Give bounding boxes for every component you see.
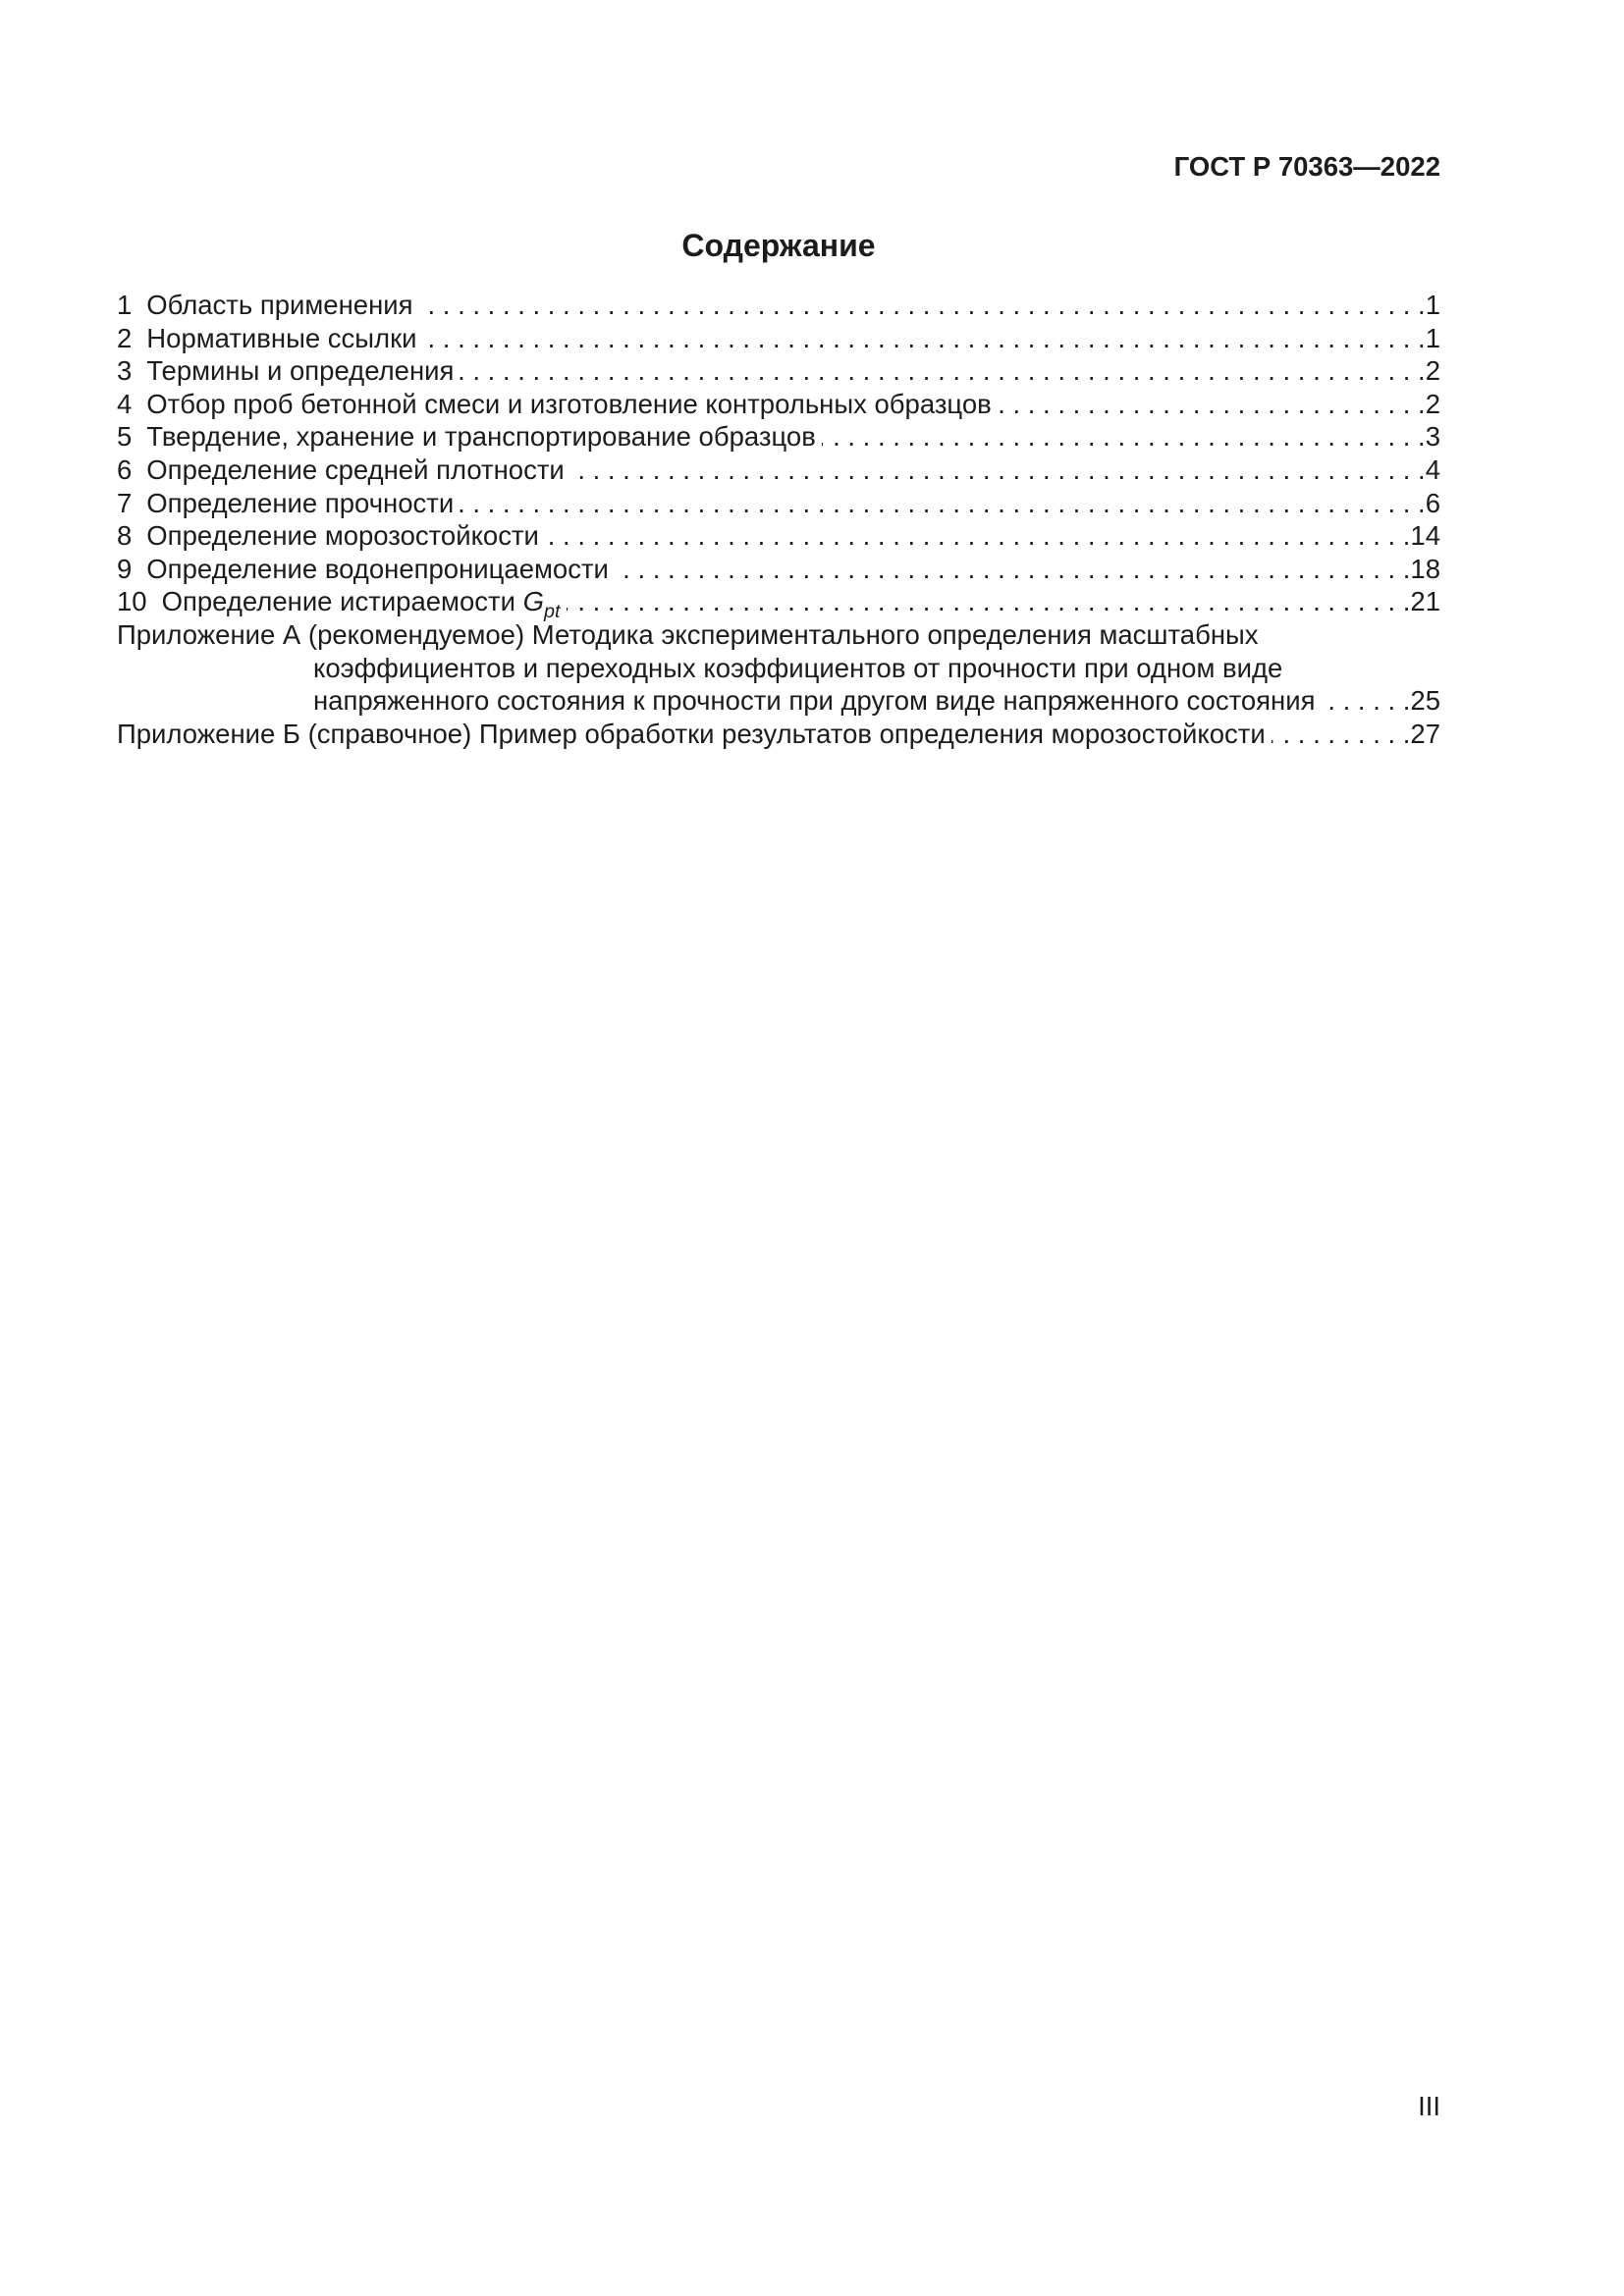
toc-entry-number: 5 xyxy=(117,421,133,453)
toc-entry-number: 2 xyxy=(117,322,133,353)
toc-entry-page: 14 xyxy=(1410,520,1440,552)
toc-entry-10 xyxy=(117,585,1440,622)
toc-entry-title: Определение средней плотности xyxy=(146,454,565,485)
toc-entry-title: Определение прочности xyxy=(146,487,455,518)
appendix-title-line: коэффициентов и переходных коэффициентов от прочности при одном виде xyxy=(313,652,1283,683)
toc-entry-1 xyxy=(117,289,1440,322)
appendix-label: Приложение Б (справочное) xyxy=(117,718,472,749)
toc-entry-page: 6 xyxy=(1425,487,1440,518)
symbol-subscript: pt xyxy=(544,600,561,622)
toc-entry-title: Термины и определения xyxy=(146,355,455,387)
toc-entry-title: Область применения xyxy=(146,290,413,320)
toc-entry-5 xyxy=(117,420,1440,454)
leader-dots xyxy=(567,585,1411,618)
toc-entry-number: 4 xyxy=(117,388,133,419)
leader-dots xyxy=(460,487,1425,520)
symbol-g: G xyxy=(522,586,544,617)
toc-entry-number: 10 xyxy=(117,586,147,617)
page-number: III xyxy=(1418,2091,1440,2121)
leader-dots xyxy=(998,388,1426,421)
toc-entry-title: Отбор проб бетонной смеси и изготовление контрольных образцов xyxy=(146,388,992,419)
toc-entry-4 xyxy=(117,388,1440,421)
toc-entry-number: 9 xyxy=(117,553,133,584)
leader-dots xyxy=(1322,684,1411,718)
leader-dots xyxy=(615,553,1411,586)
leader-dots xyxy=(822,420,1426,454)
toc-entry-7 xyxy=(117,487,1440,520)
toc-entry-2 xyxy=(117,322,1440,355)
toc-entry-page: 3 xyxy=(1425,421,1440,453)
toc-entry-title: Твердение, хранение и транспортирование образцов xyxy=(146,421,816,453)
toc-entry-number: 1 xyxy=(117,290,133,320)
toc-entry-number: 7 xyxy=(117,487,133,518)
appendix-a-line-1 xyxy=(117,618,1440,652)
toc-entry-title: Определение морозостойкости xyxy=(146,520,539,552)
appendix-page: 25 xyxy=(1410,685,1440,717)
appendix-a-line-2 xyxy=(117,652,1440,685)
toc-entry-title: Нормативные ссылки xyxy=(146,322,417,353)
toc-entry-8 xyxy=(117,519,1440,553)
toc-entry-page: 2 xyxy=(1425,388,1440,419)
leader-dots xyxy=(460,354,1425,388)
toc-entry-title: Определение водонепроницаемости xyxy=(146,553,609,584)
toc-entry-number: 8 xyxy=(117,520,133,552)
appendix-title-line: напряженного состояния к прочности при другом виде напряженного состояния xyxy=(313,685,1316,717)
toc-entry-number: 3 xyxy=(117,355,133,387)
leader-dots xyxy=(570,454,1426,487)
appendix-title-line: Пример обработки результатов определения морозостойкости xyxy=(478,718,1266,749)
appendix-a-line-3 xyxy=(117,684,1440,718)
appendix-page: 27 xyxy=(1410,718,1440,749)
appendix-a-entry xyxy=(117,618,1440,718)
leader-dots xyxy=(1272,718,1411,751)
toc-entry-page: 1 xyxy=(1425,322,1440,353)
leader-dots xyxy=(423,322,1426,355)
page-title: Содержание xyxy=(681,228,876,263)
leader-dots xyxy=(545,519,1410,553)
toc-entry-title: Определение истираемости xyxy=(161,586,515,617)
toc-entry-3 xyxy=(117,354,1440,388)
toc-entry-9 xyxy=(117,553,1440,586)
document-code: ГОСТ Р 70363—2022 xyxy=(1173,151,1440,182)
appendix-title-line: Методика экспериментального определения масштабных xyxy=(531,618,1259,650)
appendix-b-entry xyxy=(117,718,1440,751)
toc-entry-page: 1 xyxy=(1425,290,1440,320)
leader-dots xyxy=(419,289,1426,322)
toc-entry-page: 2 xyxy=(1425,355,1440,387)
toc-entry-number: 6 xyxy=(117,454,133,485)
table-of-contents xyxy=(117,289,1440,750)
toc-entry-page: 18 xyxy=(1410,553,1440,584)
toc-entry-page: 4 xyxy=(1425,454,1440,485)
toc-entry-page: 21 xyxy=(1410,586,1440,617)
appendix-label: Приложение А (рекомендуемое) xyxy=(117,618,525,650)
toc-entry-6 xyxy=(117,454,1440,487)
